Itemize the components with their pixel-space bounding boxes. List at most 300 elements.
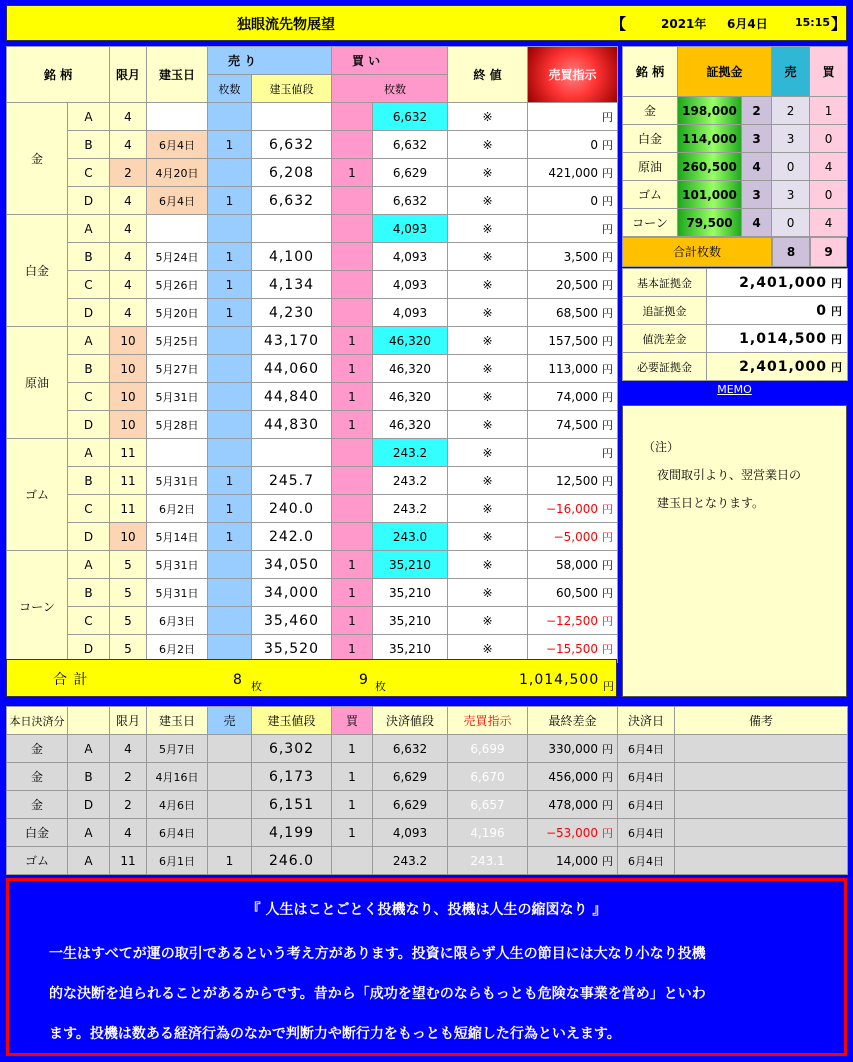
settle-final-diff-value: 456,000 bbox=[548, 769, 598, 784]
buy-qty-cell[interactable] bbox=[332, 495, 373, 523]
settle-tategyoku-price: 4,199 bbox=[252, 819, 332, 847]
tategyokubi-cell: 5月14日 bbox=[147, 523, 208, 551]
neaarai-cell bbox=[528, 383, 618, 411]
settle-close-price: 6,632 bbox=[373, 735, 448, 763]
settle-buy-qty: 1 bbox=[332, 735, 373, 763]
position-row bbox=[7, 551, 618, 579]
close-price-cell: 243.2 bbox=[373, 467, 448, 495]
margin-name: コーン bbox=[623, 209, 678, 237]
margin-name: ゴム bbox=[623, 181, 678, 209]
gengetsu-cell: 11 bbox=[110, 467, 147, 495]
summary-row bbox=[623, 269, 848, 297]
margin-name: 原油 bbox=[623, 153, 678, 181]
close-price-cell: 4,093 bbox=[373, 215, 448, 243]
buy-qty-cell[interactable] bbox=[332, 271, 373, 299]
close-price-cell: 243.0 bbox=[373, 523, 448, 551]
sell-qty-cell[interactable] bbox=[208, 383, 252, 411]
neaarai-cell-unit: 円 bbox=[602, 194, 613, 208]
settle-date: 6月4日 bbox=[618, 819, 675, 847]
settle-close-price: 243.2 bbox=[373, 847, 448, 875]
gengetsu-cell: 5 bbox=[110, 635, 147, 663]
total-amount: 1,014,500 bbox=[519, 672, 600, 688]
buy-qty-cell[interactable]: 1 bbox=[332, 383, 373, 411]
group-name: 金 bbox=[7, 103, 68, 215]
quote-box bbox=[6, 878, 847, 1056]
settle-slot: A bbox=[68, 819, 110, 847]
slot-label: B bbox=[68, 579, 110, 607]
instruction-cell[interactable]: ※ bbox=[448, 327, 528, 355]
settle-final-diff-unit: 円 bbox=[602, 826, 613, 840]
sell-qty-cell[interactable]: 1 bbox=[208, 187, 252, 215]
close-price-cell: 4,093 bbox=[373, 243, 448, 271]
neaarai-cell bbox=[528, 159, 618, 187]
slot-label: C bbox=[68, 495, 110, 523]
tategyoku-price-cell[interactable]: 6,208 bbox=[252, 159, 332, 187]
memo-note-label: （注） bbox=[643, 440, 680, 454]
close-price-cell: 46,320 bbox=[373, 327, 448, 355]
sell-qty-cell[interactable] bbox=[208, 327, 252, 355]
slot-label: D bbox=[68, 523, 110, 551]
sell-qty-cell[interactable]: 1 bbox=[208, 495, 252, 523]
settle-col-saishu-sakin: 最終差金 bbox=[528, 707, 618, 735]
position-row bbox=[7, 355, 618, 383]
buy-qty-cell[interactable]: 1 bbox=[332, 327, 373, 355]
gengetsu-cell: 10 bbox=[110, 383, 147, 411]
margin-buy: 4 bbox=[810, 153, 848, 181]
quote-title: 『 人生はことごとく投機なり、投機は人生の縮図なり 』 bbox=[246, 902, 607, 918]
tategyokubi-cell: 5月27日 bbox=[147, 355, 208, 383]
instruction-cell[interactable]: ※ bbox=[448, 411, 528, 439]
slot-label: C bbox=[68, 159, 110, 187]
neaarai-cell-value: 0 bbox=[590, 137, 598, 152]
neaarai-cell-value: 113,000 bbox=[548, 361, 598, 376]
sell-qty-cell[interactable] bbox=[208, 439, 252, 467]
margin-total-buy: 9 bbox=[810, 237, 847, 267]
tategyoku-price-cell[interactable]: 4,230 bbox=[252, 299, 332, 327]
settle-slot: A bbox=[68, 847, 110, 875]
settle-note bbox=[675, 763, 848, 791]
tategyoku-price-cell[interactable] bbox=[252, 103, 332, 131]
settle-final-diff-unit: 円 bbox=[602, 798, 613, 812]
position-row bbox=[7, 383, 618, 411]
summary-value bbox=[707, 297, 848, 325]
settle-col-biko: 備考 bbox=[675, 707, 848, 735]
buy-qty-cell[interactable] bbox=[332, 523, 373, 551]
buy-qty-cell[interactable]: 1 bbox=[332, 607, 373, 635]
margin-body bbox=[623, 47, 848, 237]
sell-qty-cell[interactable] bbox=[208, 103, 252, 131]
tategyoku-price-cell[interactable]: 242.0 bbox=[252, 523, 332, 551]
slot-label: C bbox=[68, 383, 110, 411]
close-price-cell: 46,320 bbox=[373, 355, 448, 383]
instruction-cell[interactable]: ※ bbox=[448, 467, 528, 495]
gengetsu-cell: 4 bbox=[110, 131, 147, 159]
tategyokubi-cell: 6月2日 bbox=[147, 635, 208, 663]
settle-date: 6月4日 bbox=[618, 763, 675, 791]
memo-panel bbox=[622, 405, 847, 697]
summary-label: 値洗差金 bbox=[623, 325, 707, 353]
margin-buy: 0 bbox=[810, 181, 848, 209]
tategyokubi-cell bbox=[147, 103, 208, 131]
margin-sell: 0 bbox=[772, 153, 810, 181]
tategyoku-price-cell[interactable]: 35,520 bbox=[252, 635, 332, 663]
neaarai-cell-value: 157,500 bbox=[548, 333, 598, 348]
neaarai-cell bbox=[528, 327, 618, 355]
tategyoku-price-cell[interactable]: 35,460 bbox=[252, 607, 332, 635]
settle-close-price: 4,093 bbox=[373, 819, 448, 847]
margin-amount: 114,000 bbox=[678, 125, 742, 153]
total-buy-count: 9 bbox=[359, 672, 369, 688]
settle-col-empty bbox=[68, 707, 110, 735]
position-row bbox=[7, 579, 618, 607]
settle-final-diff bbox=[528, 791, 618, 819]
neaarai-cell bbox=[528, 411, 618, 439]
settle-slot: B bbox=[68, 763, 110, 791]
settle-gengetsu: 4 bbox=[110, 819, 147, 847]
buy-qty-cell[interactable] bbox=[332, 103, 373, 131]
settle-instruction: 4,196 bbox=[448, 819, 528, 847]
gengetsu-cell: 10 bbox=[110, 355, 147, 383]
sell-qty-cell[interactable]: 1 bbox=[208, 131, 252, 159]
slot-label: D bbox=[68, 635, 110, 663]
settle-name: 金 bbox=[7, 735, 68, 763]
summary-value-value: 1,014,500 bbox=[739, 330, 827, 347]
settle-col-kessaibi: 決済日 bbox=[618, 707, 675, 735]
slot-label: B bbox=[68, 467, 110, 495]
group-name: 白金 bbox=[7, 215, 68, 327]
instruction-cell[interactable]: ※ bbox=[448, 271, 528, 299]
settle-instruction: 6,670 bbox=[448, 763, 528, 791]
tategyoku-price-cell[interactable]: 4,134 bbox=[252, 271, 332, 299]
tategyoku-price-cell[interactable]: 245.7 bbox=[252, 467, 332, 495]
settle-tategyokubi: 6月4日 bbox=[147, 819, 208, 847]
summary-value-value: 2,401,000 bbox=[739, 274, 827, 291]
margin-col-shokokin: 証拠金 bbox=[678, 47, 772, 97]
instruction-cell[interactable]: ※ bbox=[448, 131, 528, 159]
sell-qty-cell[interactable] bbox=[208, 159, 252, 187]
instruction-cell[interactable]: ※ bbox=[448, 607, 528, 635]
sell-qty-cell[interactable] bbox=[208, 355, 252, 383]
slot-label: D bbox=[68, 411, 110, 439]
tategyoku-price-cell[interactable]: 34,050 bbox=[252, 551, 332, 579]
margin-table bbox=[622, 46, 848, 237]
margin-sell: 2 bbox=[772, 97, 810, 125]
margin-count: 3 bbox=[742, 125, 772, 153]
position-row bbox=[7, 271, 618, 299]
margin-count: 4 bbox=[742, 209, 772, 237]
tategyokubi-cell bbox=[147, 439, 208, 467]
col-owarine: 終 値 bbox=[448, 47, 528, 103]
instruction-cell[interactable]: ※ bbox=[448, 215, 528, 243]
gengetsu-cell: 5 bbox=[110, 551, 147, 579]
positions-body bbox=[7, 47, 618, 663]
settle-buy-qty: 1 bbox=[332, 819, 373, 847]
neaarai-cell-value: −16,000 bbox=[545, 501, 598, 516]
neaarai-cell-value: 68,500 bbox=[556, 305, 598, 320]
tategyokubi-cell: 6月2日 bbox=[147, 495, 208, 523]
tategyokubi-cell: 6月3日 bbox=[147, 607, 208, 635]
settle-gengetsu: 4 bbox=[110, 735, 147, 763]
neaarai-cell bbox=[528, 523, 618, 551]
neaarai-cell-unit: 円 bbox=[602, 530, 613, 544]
neaarai-cell bbox=[528, 579, 618, 607]
buy-qty-cell[interactable] bbox=[332, 215, 373, 243]
neaarai-cell bbox=[528, 299, 618, 327]
settle-tategyoku-price: 246.0 bbox=[252, 847, 332, 875]
settle-col-tategyokubi: 建玉日 bbox=[147, 707, 208, 735]
buy-qty-cell[interactable]: 1 bbox=[332, 159, 373, 187]
settle-slot: D bbox=[68, 791, 110, 819]
position-row bbox=[7, 243, 618, 271]
quote-line1: 一生はすべてが運の取引であるという考え方があります。投資に限らず人生の節目には大なり小なり投機 bbox=[49, 946, 706, 962]
close-price-cell: 35,210 bbox=[373, 579, 448, 607]
neaarai-cell-unit: 円 bbox=[602, 362, 613, 376]
settle-final-diff-value: −53,000 bbox=[545, 825, 598, 840]
neaarai-cell-unit: 円 bbox=[602, 502, 613, 516]
settle-close-price: 6,629 bbox=[373, 763, 448, 791]
close-price-cell: 6,632 bbox=[373, 187, 448, 215]
gengetsu-cell: 2 bbox=[110, 159, 147, 187]
settle-tategyoku-price: 6,302 bbox=[252, 735, 332, 763]
slot-label: A bbox=[68, 103, 110, 131]
slot-label: A bbox=[68, 327, 110, 355]
buy-qty-cell[interactable]: 1 bbox=[332, 355, 373, 383]
margin-count: 3 bbox=[742, 181, 772, 209]
instruction-cell[interactable]: ※ bbox=[448, 243, 528, 271]
close-price-cell: 4,093 bbox=[373, 299, 448, 327]
tategyoku-price-cell[interactable]: 34,000 bbox=[252, 579, 332, 607]
instruction-cell[interactable]: ※ bbox=[448, 383, 528, 411]
neaarai-cell-value: −5,000 bbox=[553, 529, 598, 544]
tategyoku-price-cell[interactable] bbox=[252, 439, 332, 467]
summary-label: 基本証拠金 bbox=[623, 269, 707, 297]
instruction-cell[interactable]: ※ bbox=[448, 355, 528, 383]
settle-note bbox=[675, 735, 848, 763]
gengetsu-cell: 10 bbox=[110, 327, 147, 355]
settle-col-tategyoku-nedan: 建玉値段 bbox=[252, 707, 332, 735]
settle-col-title: 本日決済分 bbox=[7, 707, 68, 735]
neaarai-cell-unit: 円 bbox=[602, 334, 613, 348]
instruction-cell[interactable]: ※ bbox=[448, 299, 528, 327]
close-price-cell: 46,320 bbox=[373, 411, 448, 439]
buy-qty-cell[interactable] bbox=[332, 467, 373, 495]
settlement-row bbox=[7, 847, 848, 875]
settle-gengetsu: 2 bbox=[110, 763, 147, 791]
sell-qty-cell[interactable]: 1 bbox=[208, 467, 252, 495]
settle-date: 6月4日 bbox=[618, 847, 675, 875]
tategyoku-price-cell[interactable]: 43,170 bbox=[252, 327, 332, 355]
margin-buy: 0 bbox=[810, 125, 848, 153]
neaarai-cell bbox=[528, 243, 618, 271]
tategyokubi-cell: 4月20日 bbox=[147, 159, 208, 187]
neaarai-cell-value: −12,500 bbox=[545, 613, 598, 628]
slot-label: A bbox=[68, 551, 110, 579]
tategyokubi-cell: 5月28日 bbox=[147, 411, 208, 439]
settlement-table bbox=[6, 706, 848, 875]
tategyoku-price-cell[interactable] bbox=[252, 215, 332, 243]
margin-summary-table bbox=[622, 268, 848, 381]
margin-col-uri: 売 bbox=[772, 47, 810, 97]
col-baibai-shiji: 売買指示 bbox=[528, 47, 618, 103]
buy-qty-cell[interactable]: 1 bbox=[332, 551, 373, 579]
tategyoku-price-cell[interactable]: 44,840 bbox=[252, 383, 332, 411]
gengetsu-cell: 4 bbox=[110, 299, 147, 327]
gengetsu-cell: 4 bbox=[110, 215, 147, 243]
tategyokubi-cell: 5月31日 bbox=[147, 467, 208, 495]
margin-col-meigara: 銘 柄 bbox=[623, 47, 678, 97]
neaarai-cell-unit: 円 bbox=[602, 306, 613, 320]
buy-qty-cell[interactable]: 1 bbox=[332, 579, 373, 607]
settle-col-kai: 買 bbox=[332, 707, 373, 735]
neaarai-cell-value: 60,500 bbox=[556, 585, 598, 600]
buy-qty-cell[interactable]: 1 bbox=[332, 635, 373, 663]
slot-label: B bbox=[68, 243, 110, 271]
tategyokubi-cell: 5月31日 bbox=[147, 551, 208, 579]
neaarai-cell-value: 20,500 bbox=[556, 277, 598, 292]
settlement-row bbox=[7, 819, 848, 847]
margin-row bbox=[623, 125, 848, 153]
neaarai-cell bbox=[528, 271, 618, 299]
tategyoku-price-cell[interactable]: 6,632 bbox=[252, 187, 332, 215]
neaarai-cell bbox=[528, 355, 618, 383]
sell-qty-cell[interactable]: 1 bbox=[208, 523, 252, 551]
settle-buy-qty bbox=[332, 847, 373, 875]
settle-final-diff bbox=[528, 763, 618, 791]
summary-value-value: 2,401,000 bbox=[739, 358, 827, 375]
tategyoku-price-cell[interactable]: 44,830 bbox=[252, 411, 332, 439]
buy-qty-cell[interactable] bbox=[332, 299, 373, 327]
col-uri: 売 り bbox=[208, 47, 332, 75]
instruction-cell[interactable]: ※ bbox=[448, 159, 528, 187]
tategyokubi-cell: 5月31日 bbox=[147, 579, 208, 607]
memo-line1: 夜間取引より、翌営業日の bbox=[657, 468, 802, 482]
position-row bbox=[7, 411, 618, 439]
settle-final-diff-value: 330,000 bbox=[548, 741, 598, 756]
sell-qty-cell[interactable] bbox=[208, 607, 252, 635]
summary-row bbox=[623, 325, 848, 353]
tategyokubi-cell: 6月4日 bbox=[147, 187, 208, 215]
sell-qty-cell[interactable] bbox=[208, 579, 252, 607]
neaarai-cell-unit: 円 bbox=[602, 446, 613, 460]
buy-qty-cell[interactable] bbox=[332, 187, 373, 215]
settle-note bbox=[675, 847, 848, 875]
instruction-cell[interactable]: ※ bbox=[448, 439, 528, 467]
close-price-cell: 4,093 bbox=[373, 271, 448, 299]
margin-name: 白金 bbox=[623, 125, 678, 153]
slot-label: C bbox=[68, 607, 110, 635]
neaarai-cell-unit: 円 bbox=[602, 278, 613, 292]
bracket-close: 】 bbox=[831, 15, 847, 33]
summary-value bbox=[707, 353, 848, 381]
buy-qty-cell[interactable] bbox=[332, 131, 373, 159]
sell-qty-cell[interactable]: 1 bbox=[208, 243, 252, 271]
margin-sell: 3 bbox=[772, 125, 810, 153]
settle-name: 白金 bbox=[7, 819, 68, 847]
neaarai-cell-unit: 円 bbox=[602, 418, 613, 432]
tategyoku-price-cell[interactable]: 4,100 bbox=[252, 243, 332, 271]
settle-sell-qty: 1 bbox=[208, 847, 252, 875]
buy-qty-cell[interactable] bbox=[332, 243, 373, 271]
summary-value-unit: 円 bbox=[831, 360, 843, 374]
gengetsu-cell: 5 bbox=[110, 607, 147, 635]
gengetsu-cell: 10 bbox=[110, 523, 147, 551]
buy-qty-cell[interactable]: 1 bbox=[332, 411, 373, 439]
settle-tategyokubi: 6月1日 bbox=[147, 847, 208, 875]
margin-buy: 4 bbox=[810, 209, 848, 237]
neaarai-cell bbox=[528, 495, 618, 523]
settle-tategyoku-price: 6,151 bbox=[252, 791, 332, 819]
neaarai-cell-value: 74,000 bbox=[556, 389, 598, 404]
header-year: 2021年 bbox=[661, 17, 707, 31]
neaarai-cell bbox=[528, 131, 618, 159]
instruction-cell[interactable]: ※ bbox=[448, 495, 528, 523]
close-price-cell: 243.2 bbox=[373, 439, 448, 467]
tategyokubi-cell: 5月24日 bbox=[147, 243, 208, 271]
sell-qty-cell[interactable]: 1 bbox=[208, 271, 252, 299]
summary-label: 追証拠金 bbox=[623, 297, 707, 325]
settle-col-uri: 売 bbox=[208, 707, 252, 735]
memo-title[interactable]: MEMO bbox=[717, 383, 752, 396]
sell-qty-cell[interactable]: 1 bbox=[208, 299, 252, 327]
neaarai-cell-unit: 円 bbox=[602, 250, 613, 264]
settle-final-diff-value: 478,000 bbox=[548, 797, 598, 812]
settle-final-diff-unit: 円 bbox=[602, 770, 613, 784]
position-row bbox=[7, 187, 618, 215]
instruction-cell[interactable]: ※ bbox=[448, 103, 528, 131]
position-row bbox=[7, 439, 618, 467]
instruction-cell[interactable]: ※ bbox=[448, 551, 528, 579]
settlement-row bbox=[7, 735, 848, 763]
slot-label: B bbox=[68, 131, 110, 159]
summary-row bbox=[623, 297, 848, 325]
sell-qty-cell[interactable] bbox=[208, 551, 252, 579]
neaarai-cell-value: −15,500 bbox=[545, 641, 598, 656]
buy-qty-cell[interactable] bbox=[332, 439, 373, 467]
col-maisuu-sell: 枚数 bbox=[208, 75, 252, 103]
neaarai-cell-value: 3,500 bbox=[563, 249, 598, 264]
instruction-cell[interactable]: ※ bbox=[448, 187, 528, 215]
tategyoku-price-cell[interactable]: 240.0 bbox=[252, 495, 332, 523]
neaarai-cell-unit: 円 bbox=[602, 558, 613, 572]
settle-name: ゴム bbox=[7, 847, 68, 875]
tategyoku-price-cell[interactable]: 44,060 bbox=[252, 355, 332, 383]
neaarai-cell-unit: 円 bbox=[602, 222, 613, 236]
positions-table bbox=[6, 46, 618, 663]
settlement-body bbox=[7, 707, 848, 875]
neaarai-cell-unit: 円 bbox=[602, 474, 613, 488]
gengetsu-cell: 11 bbox=[110, 439, 147, 467]
neaarai-cell-unit: 円 bbox=[602, 138, 613, 152]
instruction-cell[interactable]: ※ bbox=[448, 579, 528, 607]
neaarai-cell-unit: 円 bbox=[602, 390, 613, 404]
position-row bbox=[7, 159, 618, 187]
position-row bbox=[7, 523, 618, 551]
col-kai: 買 い bbox=[332, 47, 448, 75]
settle-tategyoku-price: 6,173 bbox=[252, 763, 332, 791]
neaarai-cell-value: 12,500 bbox=[556, 473, 598, 488]
tategyoku-price-cell[interactable]: 6,632 bbox=[252, 131, 332, 159]
instruction-cell[interactable]: ※ bbox=[448, 635, 528, 663]
margin-buy: 1 bbox=[810, 97, 848, 125]
sell-qty-cell[interactable] bbox=[208, 411, 252, 439]
sell-qty-cell[interactable] bbox=[208, 215, 252, 243]
instruction-cell[interactable]: ※ bbox=[448, 523, 528, 551]
summary-label: 必要証拠金 bbox=[623, 353, 707, 381]
gengetsu-cell: 11 bbox=[110, 495, 147, 523]
settle-gengetsu: 2 bbox=[110, 791, 147, 819]
margin-count: 4 bbox=[742, 153, 772, 181]
group-name: コーン bbox=[7, 551, 68, 663]
